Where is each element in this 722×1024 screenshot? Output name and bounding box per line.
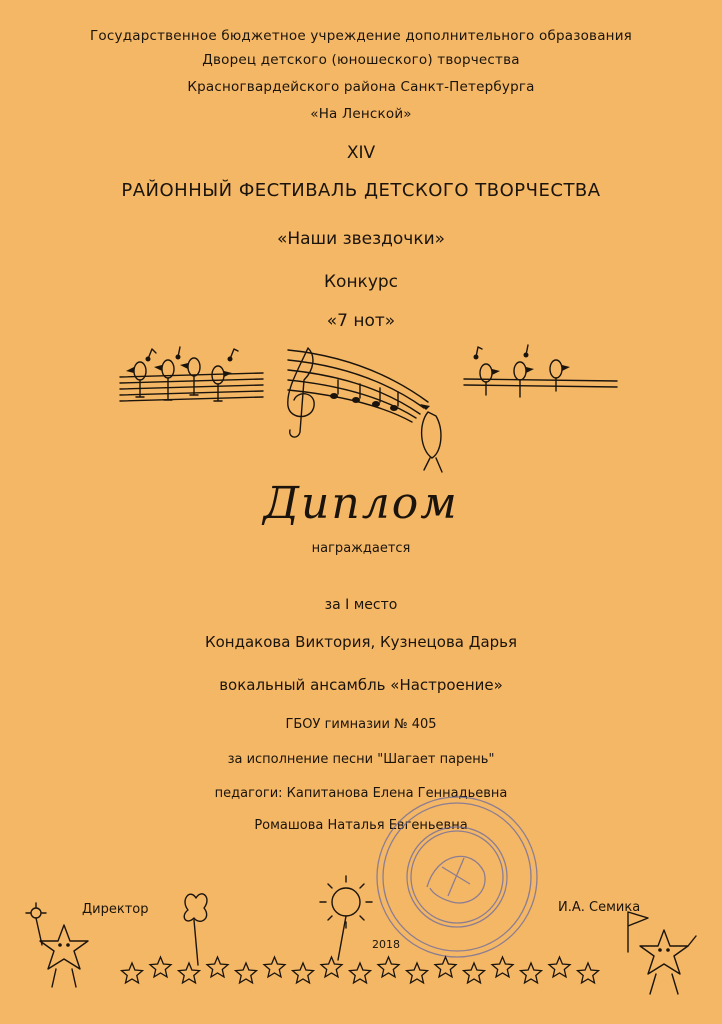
decor-star bbox=[407, 963, 428, 983]
music-staff-birds-right-icon bbox=[462, 345, 620, 405]
song-text: за исполнение песни "Шагает парень" bbox=[227, 752, 495, 767]
festival-number: XIV bbox=[346, 143, 376, 163]
music-staff-birds-left-icon bbox=[118, 345, 268, 415]
decor-star bbox=[378, 957, 399, 977]
diploma-title: Диплом bbox=[263, 478, 459, 529]
official-stamp-icon bbox=[372, 792, 542, 962]
decor-star bbox=[350, 963, 371, 983]
year-text: 2018 bbox=[372, 938, 400, 951]
festival-name: РАЙОННЫЙ ФЕСТИВАЛЬ ДЕТСКОГО ТВОРЧЕСТВА bbox=[121, 180, 601, 201]
decor-star bbox=[578, 963, 599, 983]
decor-star bbox=[435, 957, 456, 977]
winners-text: Кондакова Виктория, Кузнецова Дарья bbox=[204, 633, 518, 651]
awarded-label: награждается bbox=[311, 541, 411, 556]
decor-star bbox=[492, 957, 513, 977]
place-text: за I место bbox=[324, 597, 398, 613]
teachers-line-1: педагоги: Капитанова Елена Геннадьевна bbox=[214, 786, 508, 801]
decor-star bbox=[207, 957, 228, 977]
decor-star bbox=[464, 963, 485, 983]
org-line-1: Государственное бюджетное учреждение дополнительного образования bbox=[89, 28, 633, 44]
school-text: ГБОУ гимназии № 405 bbox=[285, 717, 437, 732]
decor-star bbox=[521, 963, 542, 983]
decor-star bbox=[179, 963, 200, 983]
teachers-line-2: Ромашова Наталья Евгеньевна bbox=[254, 818, 468, 833]
decor-star bbox=[321, 957, 342, 977]
contest-name: «7 нот» bbox=[326, 311, 396, 331]
org-line-2: Дворец детского (юношеского) творчества bbox=[202, 52, 520, 68]
festival-subtitle: «Наши звездочки» bbox=[276, 229, 446, 249]
org-line-4: «На Ленской» bbox=[310, 106, 412, 122]
decor-star bbox=[236, 963, 257, 983]
decor-star bbox=[264, 957, 285, 977]
star-character-right-icon bbox=[620, 912, 700, 998]
director-name: И.А. Семика bbox=[558, 900, 641, 915]
treble-clef-icon bbox=[268, 340, 468, 480]
decor-star bbox=[293, 963, 314, 983]
star-characters-row-icon bbox=[118, 945, 608, 995]
star-character-left-icon bbox=[24, 905, 94, 995]
decor-star bbox=[549, 957, 570, 977]
org-line-3: Красногвардейского района Санкт-Петербурга bbox=[187, 79, 535, 95]
ensemble-text: вокальный ансамбль «Настроение» bbox=[219, 676, 503, 694]
director-label: Директор bbox=[82, 902, 149, 917]
decor-star bbox=[122, 963, 143, 983]
contest-label: Конкурс bbox=[323, 272, 399, 292]
decor-star bbox=[150, 957, 171, 977]
